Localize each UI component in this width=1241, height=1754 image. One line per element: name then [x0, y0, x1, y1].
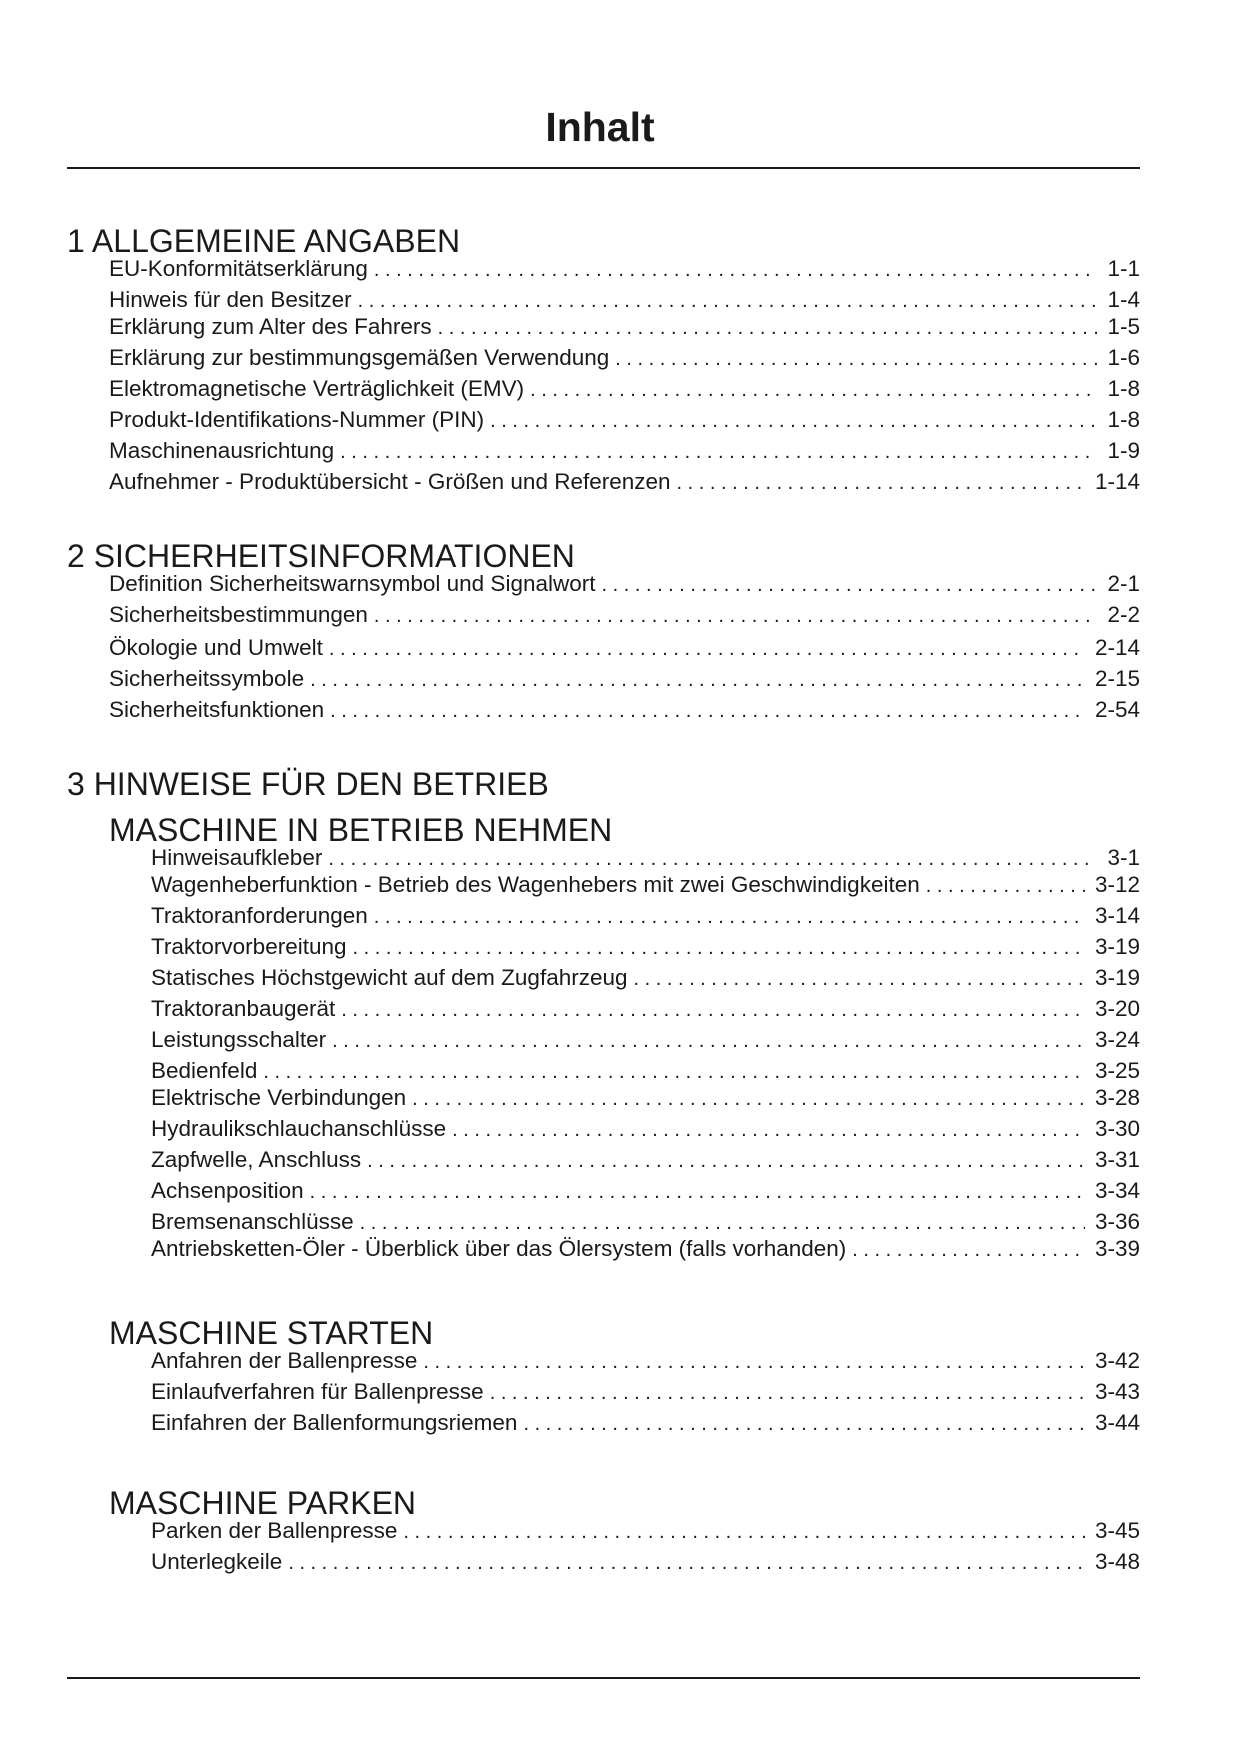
toc-entry[interactable] [109, 696, 1140, 725]
toc-entry[interactable] [109, 255, 1140, 284]
leader-dots [374, 602, 1098, 630]
entry-page: 1-5 [1107, 314, 1140, 339]
entry-label: Statisches Höchstgewicht auf dem Zugfahrzeug [151, 965, 628, 990]
entry-page: 3-30 [1094, 1116, 1140, 1141]
toc-entry[interactable] [151, 1115, 1140, 1144]
entry-page: 3-19 [1094, 965, 1140, 990]
leader-dots [677, 469, 1085, 497]
entry-page: 1-8 [1107, 376, 1140, 401]
toc-entry[interactable] [151, 1235, 1140, 1264]
entry-label: Hinweis für den Besitzer [109, 287, 352, 312]
entry-label: Sicherheitsbestimmungen [109, 602, 368, 627]
entry-page: 3-36 [1094, 1209, 1140, 1234]
entry-page: 1-9 [1107, 438, 1140, 463]
entry-page: 3-12 [1094, 872, 1140, 897]
entry-label: EU-Konformitätserklärung [109, 256, 368, 281]
entry-page: 1-14 [1094, 469, 1140, 494]
leader-dots [490, 1379, 1085, 1407]
leader-dots [530, 376, 1097, 404]
leader-dots [423, 1348, 1085, 1376]
toc-entry[interactable] [109, 313, 1140, 342]
entry-label: Zapfwelle, Anschluss [151, 1147, 362, 1172]
entry-page: 3-48 [1094, 1549, 1140, 1574]
leader-dots [329, 635, 1085, 663]
entry-label: Hydraulikschlauchanschlüsse [151, 1116, 447, 1141]
entry-label: Sicherheitssymbole [109, 666, 305, 691]
entry-label: Hinweisaufkleber [151, 845, 323, 870]
toc-entry[interactable] [109, 375, 1140, 404]
toc-entry[interactable] [151, 1347, 1140, 1376]
toc-entry[interactable] [151, 1146, 1140, 1175]
entry-label: Erklärung zur bestimmungsgemäßen Verwendung [109, 345, 610, 370]
entry-label: Maschinenausrichtung [109, 438, 335, 463]
leader-dots [634, 965, 1085, 993]
toc-entry[interactable] [109, 344, 1140, 373]
entry-page: 3-28 [1094, 1085, 1140, 1110]
entry-label: Bremsenanschlüsse [151, 1209, 354, 1234]
entry-label: Achsenposition [151, 1178, 304, 1203]
entry-page: 1-1 [1107, 256, 1140, 281]
leader-dots [490, 407, 1097, 435]
sub-heading: MASCHINE STARTEN [109, 1315, 434, 1351]
section-heading: 3 HINWEISE FÜR DEN BETRIEB [67, 766, 549, 802]
entry-page: 2-1 [1107, 571, 1140, 596]
toc-entry[interactable] [109, 286, 1140, 315]
leader-dots [412, 1085, 1085, 1113]
entry-page: 3-19 [1094, 934, 1140, 959]
leader-dots [328, 845, 1097, 873]
entry-page: 3-1 [1107, 845, 1140, 870]
leader-dots [263, 1058, 1085, 1086]
entry-label: Parken der Ballenpresse [151, 1518, 398, 1543]
toc-entry[interactable] [151, 933, 1140, 962]
leader-dots [374, 256, 1098, 284]
toc-entry[interactable] [151, 1026, 1140, 1055]
entry-label: Anfahren der Ballenpresse [151, 1348, 418, 1373]
toc-entry[interactable] [109, 601, 1140, 630]
page-title: Inhalt [545, 104, 655, 150]
toc-entry[interactable] [151, 844, 1140, 873]
entry-page: 1-6 [1107, 345, 1140, 370]
leader-dots [852, 1236, 1085, 1264]
leader-dots [310, 1178, 1085, 1206]
entry-label: Antriebsketten-Öler - Überblick über das Ölersystem (falls vorhanden) [151, 1236, 847, 1261]
sub-heading: MASCHINE PARKEN [109, 1485, 417, 1521]
toc-entry[interactable] [151, 964, 1140, 993]
toc-entry[interactable] [151, 871, 1140, 900]
leader-dots [341, 996, 1085, 1024]
entry-page: 3-39 [1094, 1236, 1140, 1261]
toc-entry[interactable] [151, 1177, 1140, 1206]
toc-entry[interactable] [151, 902, 1140, 931]
leader-dots [330, 697, 1085, 725]
toc-entry[interactable] [151, 1208, 1140, 1237]
entry-page: 3-24 [1094, 1027, 1140, 1052]
entry-label: Wagenheberfunktion - Betrieb des Wagenhebers mit zwei Geschwindigkeiten [151, 872, 920, 897]
entry-page: 3-14 [1094, 903, 1140, 928]
entry-page: 2-2 [1107, 602, 1140, 627]
entry-label: Einfahren der Ballenformungsriemen [151, 1410, 518, 1435]
entry-label: Einlaufverfahren für Ballenpresse [151, 1379, 484, 1404]
entry-page: 3-44 [1094, 1410, 1140, 1435]
toc-entry[interactable] [151, 1548, 1140, 1577]
entry-label: Definition Sicherheitswarnsymbol und Signalwort [109, 571, 596, 596]
toc-entry[interactable] [151, 1517, 1140, 1546]
entry-label: Unterlegkeile [151, 1549, 283, 1574]
toc-entry[interactable] [151, 1057, 1140, 1086]
section-heading: 2 SICHERHEITSINFORMATIONEN [67, 538, 575, 574]
leader-dots [332, 1027, 1085, 1055]
entry-label: Sicherheitsfunktionen [109, 697, 325, 722]
toc-entry[interactable] [151, 995, 1140, 1024]
toc-entry[interactable] [109, 665, 1140, 694]
leader-dots [367, 1147, 1085, 1175]
section-heading: 1 ALLGEMEINE ANGABEN [67, 223, 461, 259]
entry-label: Erklärung zum Alter des Fahrers [109, 314, 432, 339]
toc-entry[interactable] [151, 1084, 1140, 1113]
toc-entry[interactable] [109, 570, 1140, 599]
entry-page: 2-14 [1094, 635, 1140, 660]
leader-dots [360, 1209, 1085, 1237]
entry-page: 1-8 [1107, 407, 1140, 432]
entry-label: Traktoranforderungen [151, 903, 368, 928]
entry-label: Elektromagnetische Verträglichkeit (EMV) [109, 376, 525, 401]
leader-dots [523, 1410, 1085, 1438]
entry-label: Leistungsschalter [151, 1027, 327, 1052]
entry-label: Aufnehmer - Produktübersicht - Größen und Referenzen [109, 469, 671, 494]
entry-label: Traktoranbaugerät [151, 996, 336, 1021]
entry-label: Traktorvorbereitung [151, 934, 347, 959]
toc-entry[interactable] [151, 1409, 1140, 1438]
entry-page: 1-4 [1107, 287, 1140, 312]
toc-entry[interactable] [109, 406, 1140, 435]
entry-label: Ökologie und Umwelt [109, 635, 323, 660]
entry-page: 3-25 [1094, 1058, 1140, 1083]
entry-page: 2-15 [1094, 666, 1140, 691]
top-rule [67, 167, 1140, 169]
entry-page: 3-31 [1094, 1147, 1140, 1172]
toc-entry[interactable] [151, 1378, 1140, 1407]
toc-entry[interactable] [109, 468, 1140, 497]
entry-page: 2-54 [1094, 697, 1140, 722]
entry-label: Produkt-Identifikations-Nummer (PIN) [109, 407, 485, 432]
leader-dots [438, 314, 1098, 342]
entry-label: Elektrische Verbindungen [151, 1085, 407, 1110]
leader-dots [615, 345, 1097, 373]
entry-page: 3-43 [1094, 1379, 1140, 1404]
entry-page: 3-34 [1094, 1178, 1140, 1203]
entry-label: Bedienfeld [151, 1058, 258, 1083]
bottom-rule [67, 1677, 1140, 1679]
leader-dots [288, 1549, 1085, 1577]
toc-entry[interactable] [109, 634, 1140, 663]
leader-dots [403, 1518, 1085, 1546]
leader-dots [310, 666, 1085, 694]
entry-page: 3-45 [1094, 1518, 1140, 1543]
sub-heading: MASCHINE IN BETRIEB NEHMEN [109, 812, 613, 848]
entry-page: 3-20 [1094, 996, 1140, 1021]
leader-dots [926, 872, 1085, 900]
leader-dots [353, 934, 1085, 962]
leader-dots [602, 571, 1098, 599]
leader-dots [452, 1116, 1085, 1144]
entry-page: 3-42 [1094, 1348, 1140, 1373]
leader-dots [340, 438, 1097, 466]
leader-dots [374, 903, 1085, 931]
toc-entry[interactable] [109, 437, 1140, 466]
leader-dots [358, 287, 1098, 315]
